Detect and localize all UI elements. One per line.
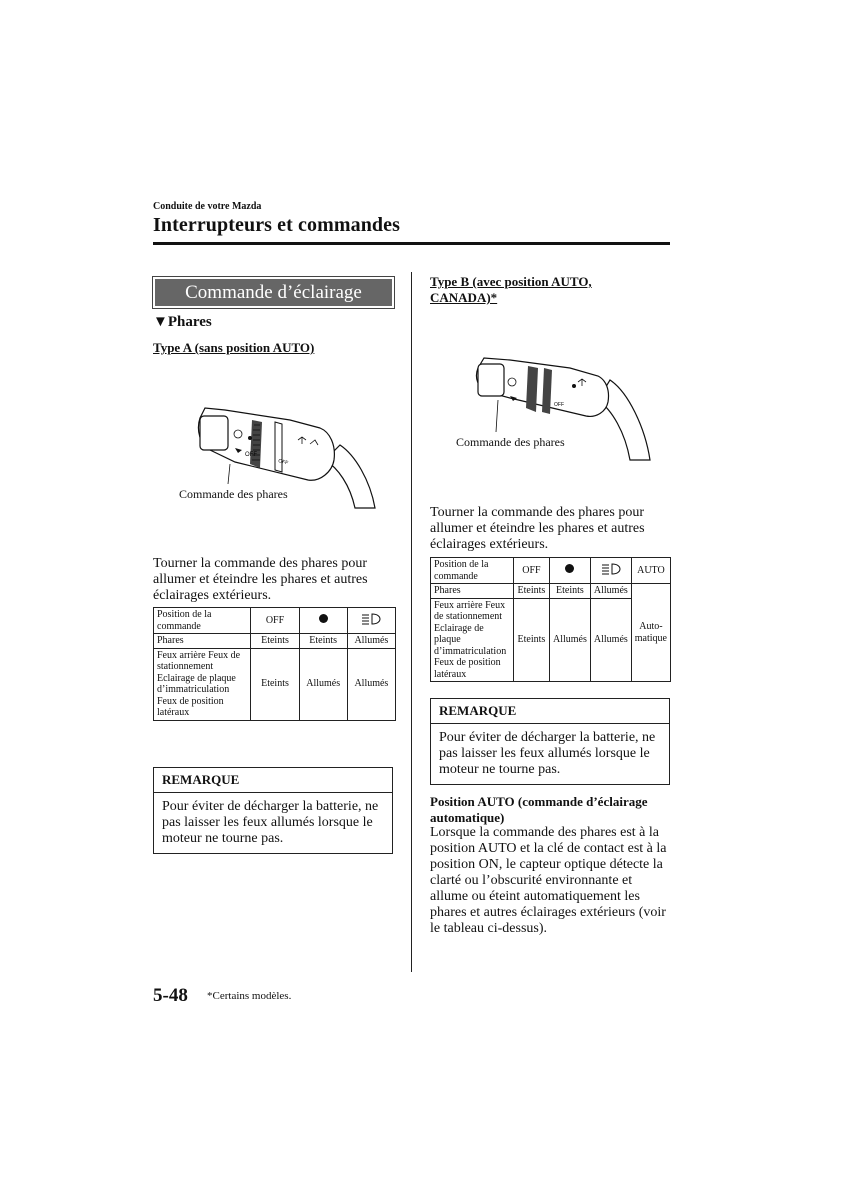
- text-line: allumer et éteindre les phares et autres: [430, 521, 645, 536]
- table-cell: Position de la commande: [154, 608, 251, 634]
- table-cell: Eteints: [251, 634, 299, 649]
- text-line: Type B (avec position AUTO,: [430, 274, 592, 289]
- parking-light-icon: [550, 558, 591, 584]
- text-line: Tourner la commande des phares pour: [153, 556, 367, 571]
- auto-text: [430, 825, 667, 937]
- section-title: Commande d’éclairage: [155, 279, 392, 306]
- text-line: moteur ne tourne pas.: [439, 762, 561, 777]
- text-line: Lorsque la commande des phares est à la: [430, 825, 659, 840]
- remark-body: [431, 724, 669, 784]
- text-line: phares et autres éclairages extérieurs (voir: [430, 905, 666, 920]
- text-line: allumer et éteindre les phares et autres: [153, 572, 368, 587]
- table-cell: Phares: [154, 634, 251, 649]
- table-cell: Phares: [431, 584, 514, 599]
- text-line: moteur ne tourne pas.: [162, 831, 284, 846]
- text-line: Position AUTO (commande d’éclairage: [430, 794, 648, 809]
- table-cell: Position de la commande: [431, 558, 514, 584]
- text-line: Tourner la commande des phares pour: [430, 505, 644, 520]
- table-cell: Eteints: [513, 598, 549, 682]
- table-cell: Auto-matique: [631, 584, 670, 682]
- text-line: position ON, le capteur optique détecte la: [430, 857, 663, 872]
- figure-b-caption: Commande des phares: [456, 435, 565, 449]
- table-cell: OFF: [513, 558, 549, 584]
- breadcrumb: Conduite de votre Mazda: [153, 201, 262, 212]
- subhead-phares: ▼Phares: [153, 314, 212, 330]
- table-cell: Feux arrière Feux de stationnement Eclairage de plaque d’immatriculation Feux de position latéraux: [431, 598, 514, 682]
- lighting-table-b: [430, 557, 671, 682]
- page-number: 5-48: [153, 985, 188, 1006]
- text-line: clarté ou l’obscurité environnante et: [430, 873, 633, 888]
- text-line: automatique): [430, 810, 505, 825]
- table-cell: Allumés: [590, 598, 631, 682]
- table-cell: Allumés: [347, 634, 395, 649]
- table-row: [154, 648, 396, 720]
- figure-off-label: OFF: [245, 452, 257, 458]
- headlight-icon: [347, 608, 395, 634]
- text-line: Pour éviter de décharger la batterie, ne: [439, 730, 656, 745]
- table-header-row: [431, 558, 671, 584]
- headlight-icon: [590, 558, 631, 584]
- parking-light-icon: [299, 608, 347, 634]
- auto-heading: [430, 794, 648, 826]
- text-line: Pour éviter de décharger la batterie, ne: [162, 799, 379, 814]
- page-title: Interrupteurs et commandes: [153, 214, 401, 236]
- footnote: *Certains modèles.: [207, 990, 292, 1002]
- table-header-row: [154, 608, 396, 634]
- lighting-table-a: [153, 607, 396, 721]
- remark-title: REMARQUE: [431, 699, 669, 724]
- remark-title: REMARQUE: [154, 768, 392, 793]
- right-intro: [430, 505, 645, 553]
- text-line: pas laisser les feux allumés lorsque le: [162, 815, 373, 830]
- text-line: éclairages extérieurs.: [153, 588, 272, 603]
- text-line: pas laisser les feux allumés lorsque le: [439, 746, 650, 761]
- svg-text:OFF: OFF: [554, 402, 564, 408]
- svg-text:OFF: OFF: [277, 458, 289, 467]
- remark-body: [154, 793, 392, 853]
- text-line: le tableau ci-dessus).: [430, 921, 548, 936]
- table-cell: Allumés: [347, 648, 395, 720]
- table-cell: Feux arrière Feux de stationnement Eclairage de plaque d’immatriculation Feux de position latéraux: [154, 648, 251, 720]
- table-cell: Eteints: [299, 634, 347, 649]
- text-line: CANADA)*: [430, 290, 498, 305]
- table-row: [431, 584, 671, 599]
- table-cell: Allumés: [590, 584, 631, 599]
- table-cell: Eteints: [550, 584, 591, 599]
- text-line: éclairages extérieurs.: [430, 537, 549, 552]
- figure-a-caption: Commande des phares: [179, 487, 288, 501]
- table-cell: Allumés: [550, 598, 591, 682]
- text-line: allume ou éteint automatiquement les: [430, 889, 640, 904]
- type-b-heading: [430, 274, 592, 306]
- remark-box-right: [430, 698, 670, 785]
- column-divider: [411, 272, 412, 972]
- table-cell: AUTO: [631, 558, 670, 584]
- table-cell: Eteints: [251, 648, 299, 720]
- left-intro: [153, 556, 368, 604]
- table-cell: Eteints: [513, 584, 549, 599]
- title-rule: [153, 242, 670, 245]
- remark-box-left: [153, 767, 393, 854]
- table-cell: Allumés: [299, 648, 347, 720]
- table-row: [154, 634, 396, 649]
- table-cell: OFF: [251, 608, 299, 634]
- type-a-heading: Type A (sans position AUTO): [153, 340, 315, 355]
- text-line: position AUTO et la clé de contact est à la: [430, 841, 667, 856]
